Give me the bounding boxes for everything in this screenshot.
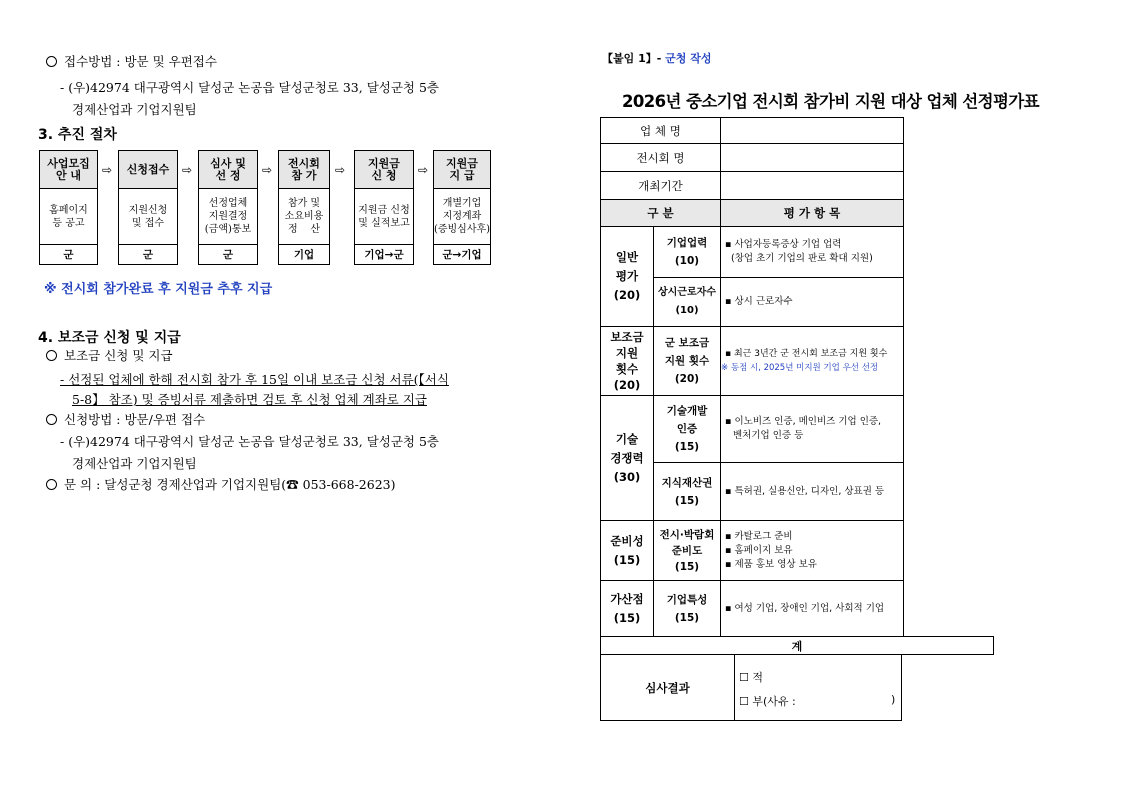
bonus-label: 가산점 (15) [600, 580, 654, 637]
subsidy-label: 보조금 지원 횟수 (20) [600, 326, 654, 396]
circle-bullet-icon [46, 350, 57, 361]
period-value[interactable] [720, 171, 904, 200]
exhibition-name-value[interactable] [720, 143, 904, 172]
ip-items: ▪ 특허권, 실용신안, 디자인, 상표권 등 [720, 462, 904, 521]
period-label: 개최기간 [600, 171, 721, 200]
square-bullet-icon: ▪ [725, 602, 732, 614]
items-header: 평 가 항 목 [720, 199, 904, 227]
intake-method: 접수방법 : 방문 및 우편접수 [46, 54, 217, 70]
company-name-value[interactable] [720, 117, 904, 144]
prep-sub-label: 전시·박람회 준비도 (15) [653, 520, 721, 581]
flow-step-6 [433, 150, 491, 265]
result-pass-checkbox[interactable]: ☐ 적 [739, 671, 763, 684]
square-bullet-icon: ▪ [725, 558, 732, 570]
bonus-sub-label: 기업특성 (15) [653, 580, 721, 637]
arrow-right-icon: ⇨ [335, 163, 346, 177]
circle-bullet-icon [46, 479, 57, 490]
flow-step-1 [39, 150, 98, 265]
result-fail-checkbox[interactable]: ☐ 부(사유 : [739, 695, 796, 708]
circle-bullet-icon [46, 414, 57, 425]
flow-step-head: 전시회 참 가 [279, 151, 329, 189]
tech-cert-items: ▪ 이노비즈 인증, 메인비즈 기업 인증, 벤처기업 인증 등 [720, 395, 904, 463]
flow-step-head: 지원금 지 급 [434, 151, 490, 189]
company-name-label: 업 체 명 [600, 117, 721, 144]
category-header: 구 분 [600, 199, 721, 227]
subsidy-count-label: 군 보조금 지원 횟수 (20) [653, 326, 721, 396]
result-options [734, 654, 902, 721]
exhibition-name-label: 전시회 명 [600, 143, 721, 172]
flow-step-foot: 군 [40, 244, 97, 264]
subsidy-items: ▪ 최근 3년간 군 전시회 보조금 지원 횟수 ※ 동점 시, 2025년 미지원 기업 우선 선정 [720, 326, 904, 396]
flow-step-5 [354, 150, 414, 265]
prep-items: ▪ 카탈로그 준비 ▪ 홈페이지 보유 ▪ 제품 홍보 영상 보유 [720, 520, 904, 581]
square-bullet-icon: ▪ [725, 349, 732, 359]
flow-step-head: 신청접수 [119, 151, 177, 189]
inquiry-line: 문 의 : 달성군청 경제산업과 기업지원팀(☎ 053-668-2623) [46, 477, 395, 493]
result-label: 심사결과 [600, 654, 735, 721]
employees-label: 상시근로자수 (10) [653, 277, 721, 327]
tech-cert-label: 기술개발 인증 (15) [653, 395, 721, 463]
subsidy-bullet: 보조금 신청 및 지급 [46, 348, 173, 364]
flow-step-foot: 군 [199, 244, 257, 264]
flow-step-foot: 군 [119, 244, 177, 264]
flow-step-head: 지원금 신 청 [355, 151, 413, 189]
bonus-items: ▪ 여성 기업, 장애인 기업, 사회적 기업 [720, 580, 904, 637]
address-dept: 경제산업과 기업지원팀 [72, 102, 197, 117]
general-eval-label: 일반 평가 (20) [600, 226, 654, 327]
square-bullet-icon: ▪ [725, 485, 732, 497]
arrow-right-icon: ⇨ [182, 163, 193, 177]
prep-label: 준비성 (15) [600, 520, 654, 581]
square-bullet-icon: ▪ [725, 530, 732, 542]
subsidy-detail-line2: 5-8】 참조) 및 증빙서류 제출하면 검토 후 신청 업체 계좌로 지급 [72, 392, 427, 407]
address-line: - (우)42974 대구광역시 달성군 논공읍 달성군청로 33, 달성군청 5층 [60, 80, 440, 95]
square-bullet-icon: ▪ [725, 544, 732, 556]
total-row: 계 [600, 636, 994, 655]
attachment-header: 【붙임 1】- 군청 작성 [602, 52, 712, 65]
section3-title: 3. 추진 절차 [38, 127, 117, 143]
subsidy-detail-line1: - 선정된 업체에 한해 전시회 참가 후 15일 이내 보조금 신청 서류(【서식 [60, 372, 449, 387]
square-bullet-icon: ▪ [725, 239, 732, 250]
biz-period-items: ▪ 사업자등록증상 기업 업력 (창업 초기 기업의 판로 확대 지원) [720, 226, 904, 278]
square-bullet-icon: ▪ [725, 416, 732, 427]
flow-step-foot: 기업 [279, 244, 329, 264]
employees-items: ▪ 상시 근로자수 [720, 277, 904, 327]
ip-label: 지식재산권 (15) [653, 462, 721, 521]
flow-step-foot: 군→기업 [434, 244, 490, 264]
tech-label: 기술 경쟁력 (30) [600, 395, 654, 521]
flow-step-body: 선정업체 지원결정 (금액)통보 [204, 198, 252, 235]
address2-line: - (우)42974 대구광역시 달성군 논공읍 달성군청로 33, 달성군청 5층 [60, 434, 440, 449]
section4-title: 4. 보조금 신청 및 지급 [38, 330, 181, 346]
form-title: 2026년 중소기업 전시회 참가비 지원 대상 업체 선정평가표 [622, 92, 1039, 111]
payment-notice: ※ 전시회 참가완료 후 지원금 추후 지급 [44, 282, 273, 297]
arrow-right-icon: ⇨ [418, 163, 429, 177]
biz-period-label: 기업업력 (10) [653, 226, 721, 278]
flow-step-3 [198, 150, 258, 265]
flow-step-body: 홈페이지 등 공고 [49, 204, 88, 229]
flow-step-body: 지원금 신청 및 실적보고 [358, 204, 410, 229]
flow-step-head: 사업모집 안 내 [40, 151, 97, 189]
subsidy-note: ※ 동점 시, 2025년 미지원 기업 우선 선정 [721, 363, 879, 373]
address2-dept: 경제산업과 기업지원팀 [72, 456, 197, 471]
arrow-right-icon: ⇨ [102, 163, 113, 177]
flow-step-head: 심사 및 선 정 [199, 151, 257, 189]
apply-method: 신청방법 : 방문/우편 접수 [46, 412, 205, 428]
square-bullet-icon: ▪ [725, 296, 732, 307]
result-fail-close: ) [891, 693, 896, 706]
flow-step-body: 참가 및 소요비용 정 산 [284, 198, 324, 235]
circle-bullet-icon [46, 56, 57, 67]
flow-step-body: 개별기업 지정계좌 (증빙심사후) [433, 198, 491, 235]
flow-step-foot: 기업→군 [355, 244, 413, 264]
flow-step-body: 지원신청 및 접수 [128, 204, 168, 229]
flow-step-2 [118, 150, 178, 265]
flow-step-4 [278, 150, 330, 265]
arrow-right-icon: ⇨ [262, 163, 273, 177]
